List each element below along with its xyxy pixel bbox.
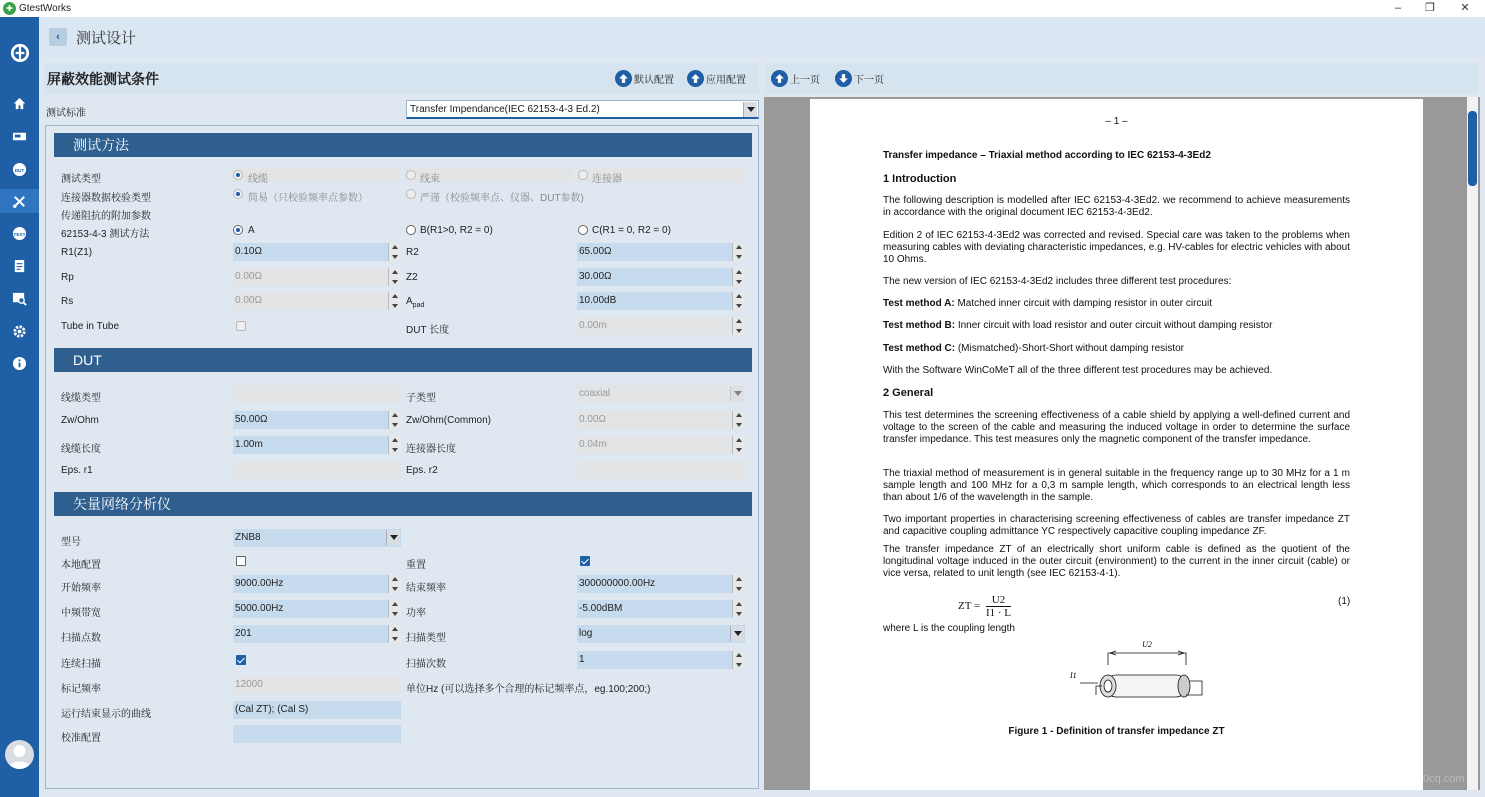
test-design-icon[interactable] (0, 189, 39, 213)
subtype-value: coaxial (579, 388, 611, 399)
reset-checkbox[interactable] (580, 556, 590, 566)
radio-method-a[interactable] (233, 225, 243, 235)
pdf-equation-numerator: U2 (986, 594, 1011, 607)
connector-length-stepper[interactable] (732, 436, 745, 454)
apply-config-label: 应用配置 (706, 74, 746, 86)
apad-label-main: A (406, 296, 413, 307)
test-type-label: 测试类型 (61, 174, 101, 185)
start-freq-value: 9000.00Hz (235, 578, 284, 589)
prev-page-button[interactable] (771, 68, 820, 88)
pdf-scrollbar[interactable] (1467, 97, 1478, 790)
apad-input[interactable] (577, 292, 745, 310)
calib-strict-label: 严谨（校验频率点、仪器、DUT参数) (420, 193, 584, 204)
pdf-viewer[interactable] (764, 97, 1480, 790)
pdf-paragraph: This test determines the screening effectiveness of a cable shield by applying a well-defined current and voltage to the screen of the cable and measuring the induced voltage in order to determine the surface transfer impedance. This test measures only the magnetic component of the transfer impedance. (883, 410, 1350, 445)
calib-config-input[interactable] (233, 725, 401, 743)
zw-common-label: Zw/Ohm(Common) (406, 415, 492, 426)
apply-config-button[interactable] (687, 68, 746, 88)
eps2-label: Eps. r2 (406, 465, 438, 476)
radio-calib-strict[interactable] (406, 189, 416, 199)
pdf-section-2: 2 General (883, 387, 934, 399)
zw-stepper[interactable] (388, 411, 401, 429)
user-avatar[interactable] (5, 740, 34, 769)
arrow-up-icon (771, 70, 788, 87)
sweep-type-select[interactable] (577, 625, 745, 643)
sweep-points-value: 201 (235, 628, 252, 639)
test-type-connector-label: 连接器 (592, 174, 622, 185)
pdf-method-c-title: Test method C: (883, 343, 956, 354)
radio-test-type-harness[interactable] (406, 170, 416, 180)
home-icon[interactable] (0, 91, 39, 115)
dut-length-value: 0.00m (579, 320, 607, 331)
rp-input[interactable] (233, 268, 401, 286)
report-icon[interactable] (0, 254, 39, 278)
radio-test-type-connector[interactable] (578, 170, 588, 180)
pdf-paragraph: where L is the coupling length (883, 623, 1015, 634)
cable-length-stepper[interactable] (388, 436, 401, 454)
chevron-down-icon[interactable] (730, 386, 744, 401)
curves-input[interactable] (233, 701, 401, 719)
ifbw-input[interactable] (233, 600, 401, 618)
window-title: GtestWorks (19, 3, 72, 14)
section-test-method: 测试方法 (54, 133, 752, 157)
apad-label (406, 296, 424, 309)
sweep-type-label: 扫描类型 (406, 633, 446, 644)
info-icon[interactable] (0, 351, 39, 375)
test-type-cable-label: 线缆 (248, 174, 268, 185)
test-icon[interactable] (0, 221, 39, 245)
pdf-method-b (883, 320, 1350, 332)
apad-value: 10.00dB (579, 295, 617, 306)
sweep-points-stepper[interactable] (388, 625, 401, 643)
close-icon[interactable]: ✕ (1460, 2, 1470, 14)
pdf-method-c-text: (Mismatched)-Short-Short without damping resistor (955, 343, 1185, 354)
ifbw-label: 中频带宽 (61, 608, 101, 619)
reset-label: 重置 (406, 560, 426, 571)
model-label: 型号 (61, 537, 81, 548)
svg-text:DUT: DUT (14, 167, 25, 173)
r2-value: 65.00Ω (579, 246, 612, 257)
rs-label: Rs (61, 296, 74, 307)
pdf-method-b-title: Test method B: (883, 320, 956, 331)
local-config-checkbox[interactable] (236, 556, 246, 566)
zw-value: 50.00Ω (235, 414, 268, 425)
zw-common-stepper[interactable] (732, 411, 745, 429)
watermark: 0cq.com (1423, 773, 1465, 785)
arrow-up-icon (615, 70, 632, 87)
stop-freq-label: 结束频率 (406, 583, 446, 594)
stop-freq-value: 300000000.00Hz (579, 578, 656, 589)
pdf-method-a (883, 298, 1350, 310)
pdf-scrollbar-thumb[interactable] (1468, 111, 1477, 186)
device-icon[interactable] (0, 124, 39, 148)
curves-value: (Cal ZT); (Cal S) (235, 704, 309, 715)
calib-simple-label: 简易（只校验频率点参数） (248, 193, 368, 204)
cable-length-value: 1.00m (235, 439, 263, 450)
pdf-equation (958, 594, 1011, 619)
arrow-down-icon (835, 70, 852, 87)
rp-value: 0.00Ω (235, 271, 262, 282)
pdf-paragraph: Two important properties in characterising screening effectiveness of cables are transfer impedance ZT and capacitive coupling admittance YC respectively capacitive coupling impedance ZF. (883, 514, 1350, 537)
power-label: 功率 (406, 608, 426, 619)
method-b-label: B(R1>0, R2 = 0) (420, 225, 493, 236)
pdf-title: Transfer impedance – Triaxial method according to IEC 62153-4-3Ed2 (883, 150, 1211, 161)
test-condition-panel (44, 63, 759, 789)
test-type-harness-label: 线束 (420, 174, 440, 185)
panel-header (44, 63, 759, 94)
rs-stepper[interactable] (388, 292, 401, 310)
curves-label: 运行结束显示的曲线 (61, 709, 151, 720)
standard-value: Transfer Impendance(IEC 62153-4-3 Ed.2) (410, 104, 600, 115)
pdf-paragraph: With the Software WinCoMeT all of the three different test procedures may be achieved. (883, 365, 1273, 376)
start-freq-label: 开始频率 (61, 583, 101, 594)
data-search-icon[interactable] (0, 286, 39, 310)
sweep-count-label: 扫描次数 (406, 659, 446, 670)
method-a-label: A (248, 225, 255, 236)
r1-value: 0.10Ω (235, 246, 262, 257)
connector-length-input[interactable] (577, 436, 745, 454)
z2-stepper[interactable] (732, 268, 745, 286)
dut-length-input[interactable] (577, 317, 745, 335)
stop-freq-input[interactable] (577, 575, 745, 593)
arrow-up-icon (687, 70, 704, 87)
standard-label: 测试标准 (46, 108, 86, 119)
maximize-icon[interactable]: ❐ (1425, 2, 1435, 14)
pdf-equation-denominator: I1 · L (985, 607, 1011, 619)
marker-hint: 单位Hz (可以选择多个合理的标记频率点，eg.100;200;) (406, 684, 651, 695)
minimize-icon[interactable]: – (1394, 2, 1402, 14)
calib-config-label: 校准配置 (61, 733, 101, 744)
r1-input[interactable] (233, 243, 401, 261)
radio-test-type-cable[interactable] (233, 170, 243, 180)
back-button[interactable]: ‹ (49, 28, 67, 46)
page-title: 测试设计 (76, 29, 137, 47)
cable-length-label: 线缆长度 (61, 444, 101, 455)
chevron-down-icon[interactable] (743, 102, 757, 117)
ifbw-stepper[interactable] (388, 600, 401, 618)
connector-length-label: 连接器长度 (406, 444, 456, 455)
sweep-count-input[interactable] (577, 651, 745, 669)
pdf-method-a-title: Test method A: (883, 298, 955, 309)
pdf-paragraph: The new version of IEC 62153-4-3Ed2 includes three different test procedures: (883, 276, 1232, 287)
sweep-type-value: log (579, 628, 593, 639)
marker-freq-value: 12000 (235, 679, 263, 690)
model-select[interactable] (233, 529, 401, 547)
zw-input[interactable] (233, 411, 401, 429)
rp-stepper[interactable] (388, 268, 401, 286)
radio-method-c[interactable] (578, 225, 588, 235)
pdf-method-c (883, 343, 1350, 355)
start-freq-stepper[interactable] (388, 575, 401, 593)
apad-stepper[interactable] (732, 292, 745, 310)
next-page-label: 下一页 (854, 74, 884, 86)
marker-freq-label: 标记频率 (61, 684, 101, 695)
ifbw-value: 5000.00Hz (235, 603, 284, 614)
cable-type-select[interactable] (233, 385, 401, 403)
apad-label-sub: pad (412, 302, 425, 309)
extra-params-label: 传递阻抗的附加参数 (61, 211, 151, 222)
zw-label: Zw/Ohm (61, 415, 99, 426)
marker-freq-input[interactable] (233, 676, 401, 694)
standard-row (44, 99, 759, 121)
app-logo-icon: ✚ (3, 2, 16, 15)
prev-page-label: 上一页 (790, 74, 820, 86)
next-page-button[interactable] (835, 68, 884, 88)
pdf-paragraph: Edition 2 of IEC 62153-4-3Ed2 was corrected and revised. Special care was taken to the problems when measuring cables with deviating characteristic impedances, e.g. HV-cables for electric vehicles with about 10 Ohms. (883, 230, 1350, 265)
r2-label: R2 (406, 247, 419, 258)
panel-title: 屏蔽效能测试条件 (47, 70, 159, 87)
default-config-button[interactable] (615, 68, 674, 88)
pdf-method-a-text: Matched inner circuit with damping resistor in outer circuit (954, 298, 1212, 309)
tube-checkbox[interactable] (236, 321, 246, 331)
method-c-label: C(R1 = 0, R2 = 0) (592, 225, 671, 236)
dut-length-stepper[interactable] (732, 317, 745, 335)
sweep-count-stepper[interactable] (732, 651, 745, 669)
radio-method-b[interactable] (406, 225, 416, 235)
svg-text:TEST: TEST (13, 231, 26, 237)
power-value: -5.00dBM (579, 603, 623, 614)
z2-label: Z2 (406, 272, 418, 283)
pdf-toolbar (765, 63, 1478, 94)
chevron-down-icon[interactable] (386, 530, 400, 545)
model-value: ZNB8 (235, 532, 261, 543)
power-input[interactable] (577, 600, 745, 618)
eps2-input[interactable] (577, 461, 745, 479)
chevron-down-icon[interactable] (730, 626, 744, 641)
eps1-input[interactable] (233, 461, 401, 479)
stop-freq-stepper[interactable] (732, 575, 745, 593)
pdf-paragraph: The following description is modelled after IEC 62153-4-3Ed2. we recommend to achieve measurements in accordance with the original document IEC 62153-4-3Ed2. (883, 195, 1350, 218)
section-dut: DUT (54, 348, 752, 372)
subtype-label: 子类型 (406, 393, 436, 404)
z2-input[interactable] (577, 268, 745, 286)
start-freq-input[interactable] (233, 575, 401, 593)
pdf-equation-lhs: ZT = (958, 600, 981, 613)
continuous-sweep-checkbox[interactable] (236, 655, 246, 665)
pdf-page-number: – 1 – (1105, 116, 1128, 127)
pdf-method-b-text: Inner circuit with load resistor and outer circuit without damping resistor (955, 320, 1273, 331)
r2-stepper[interactable] (732, 243, 745, 261)
zw-common-input[interactable] (577, 411, 745, 429)
r1-label: R1(Z1) (61, 247, 93, 258)
standard-select[interactable] (406, 100, 759, 119)
radio-calib-simple[interactable] (233, 189, 243, 199)
pdf-figure (1068, 637, 1218, 707)
sweep-points-input[interactable] (233, 625, 401, 643)
settings-icon[interactable] (0, 319, 39, 343)
zw-common-value: 0.00Ω (579, 414, 606, 425)
continuous-sweep-label: 连续扫描 (61, 659, 101, 670)
rs-value: 0.00Ω (235, 295, 262, 306)
r1-stepper[interactable] (388, 243, 401, 261)
page-header (39, 17, 1485, 57)
brand-logo-icon (0, 39, 39, 67)
z2-value: 30.00Ω (579, 271, 612, 282)
dut-length-label: DUT 长度 (406, 325, 450, 336)
sweep-points-label: 扫描点数 (61, 633, 101, 644)
cable-length-input[interactable] (233, 436, 401, 454)
pdf-figure-caption: Figure 1 - Definition of transfer impedance ZT (1008, 726, 1225, 737)
power-stepper[interactable] (732, 600, 745, 618)
local-config-label: 本地配置 (61, 560, 101, 571)
pdf-equation-number: (1) (1338, 596, 1351, 607)
pdf-paragraph: The transfer impedance ZT of an electrically short uniform cable is defined as the quotient of the longitudinal voltage induced in the outer circuit (environment) to the current in the inner circuit (cable) or vice versa, related to unit length (see IEC 62153-4-1). (883, 544, 1350, 579)
dut-icon[interactable] (0, 157, 39, 181)
eps1-label: Eps. r1 (61, 465, 93, 476)
subtype-select[interactable] (577, 385, 745, 403)
pdf-figure-i1: I1 (1070, 671, 1077, 680)
title-bar (0, 0, 1485, 17)
method-label: 62153-4-3 测试方法 (61, 229, 150, 240)
pdf-figure-u2: U2 (1142, 640, 1152, 649)
form-scroll-area (45, 125, 759, 789)
section-vna: 矢量网络分析仪 (54, 492, 752, 516)
sweep-count-value: 1 (579, 654, 585, 665)
sidebar (0, 17, 39, 797)
calib-type-label: 连接器数据校验类型 (61, 193, 151, 204)
default-config-label: 默认配置 (634, 74, 674, 86)
rs-input[interactable] (233, 292, 401, 310)
pdf-page (810, 99, 1423, 790)
tube-label: Tube in Tube (61, 321, 120, 332)
connector-length-value: 0.04m (579, 439, 607, 450)
pdf-section-1: 1 Introduction (883, 173, 957, 185)
cable-type-label: 线缆类型 (61, 393, 101, 404)
r2-input[interactable] (577, 243, 745, 261)
rp-label: Rp (61, 272, 74, 283)
pdf-paragraph: The triaxial method of measurement is in general suitable in the frequency range up to 30 MHz for a 1 m sample length and 100 MHz for a 0,3 m sample length, which corresponds to an electrical length less than about 1/6 of the wavelength in the sample. (883, 468, 1350, 503)
